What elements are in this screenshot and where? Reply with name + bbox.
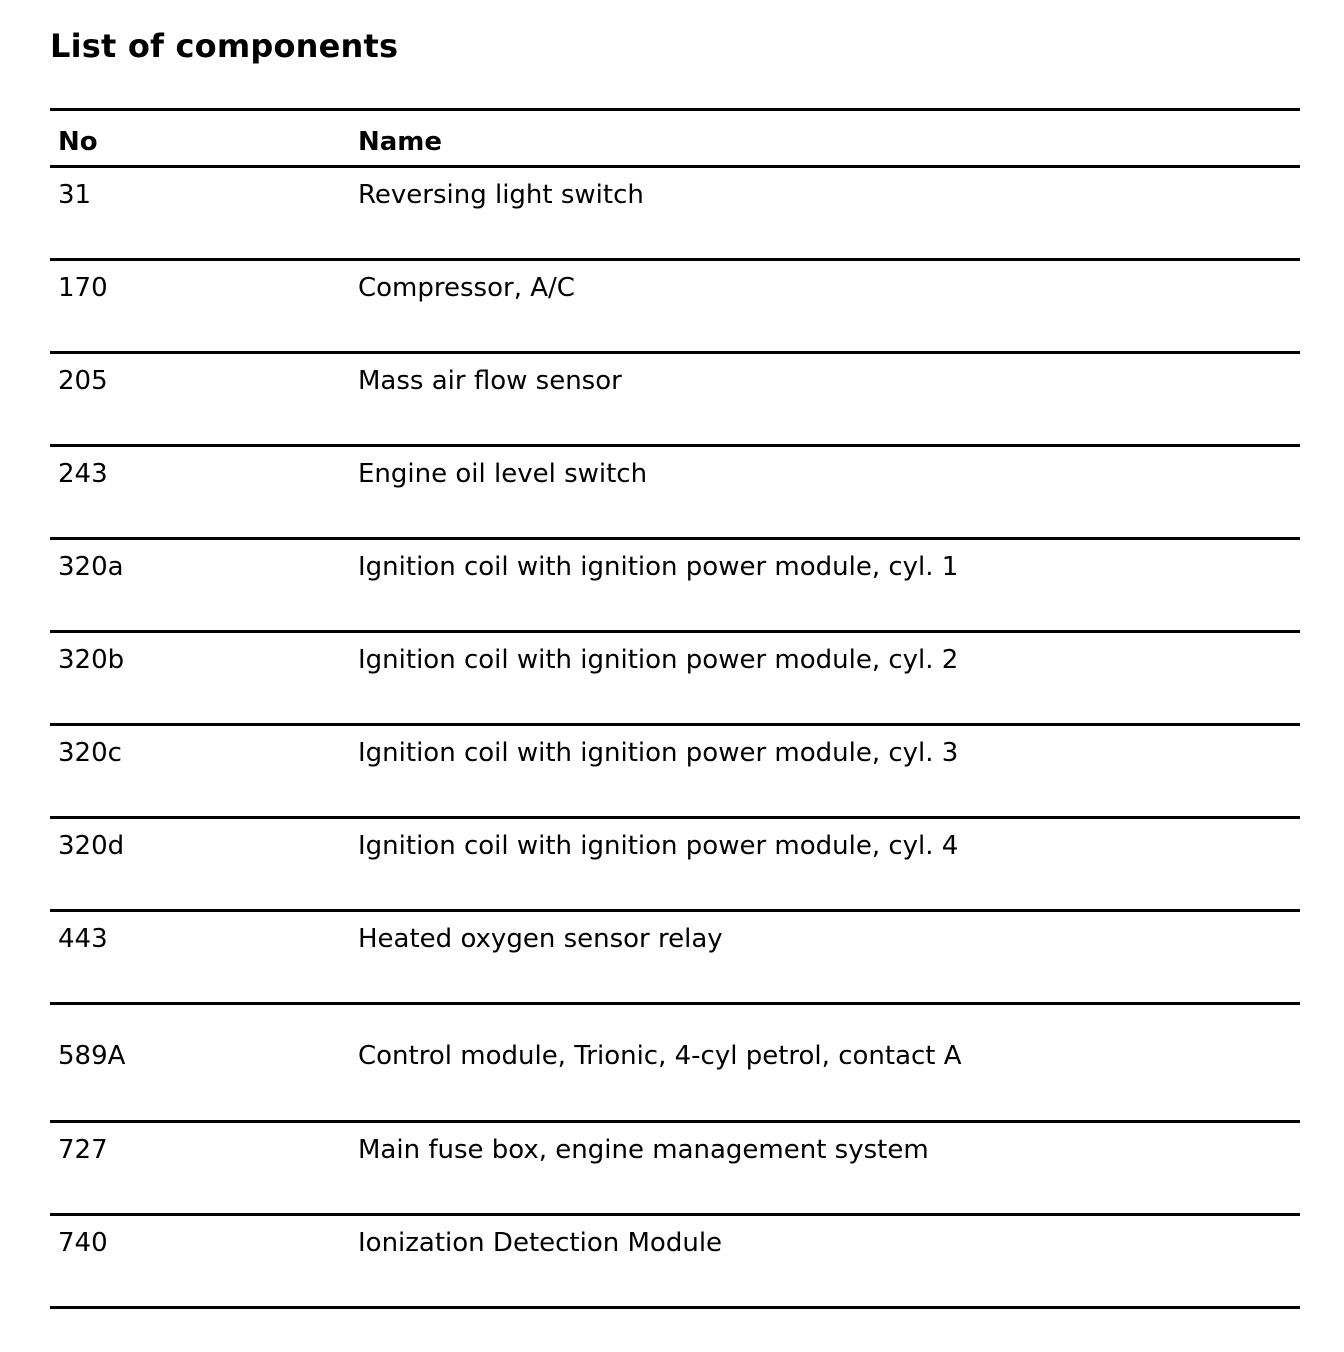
component-name: Main fuse box, engine management system — [350, 1122, 1300, 1215]
table-row — [50, 1004, 1300, 1122]
header-row — [50, 110, 1300, 167]
table-row — [50, 632, 1300, 725]
component-name: Ignition coil with ignition power module, cyl. 2 — [350, 632, 1300, 725]
component-name: Ionization Detection Module — [350, 1215, 1300, 1308]
component-number: 320b — [50, 632, 350, 725]
component-number: 170 — [50, 260, 350, 353]
component-name: Mass air flow sensor — [350, 353, 1300, 446]
component-number: 205 — [50, 353, 350, 446]
table-row — [50, 1215, 1300, 1308]
table-row — [50, 539, 1300, 632]
component-number: 243 — [50, 446, 350, 539]
component-name: Ignition coil with ignition power module, cyl. 3 — [350, 725, 1300, 818]
component-number: 589A — [50, 1004, 350, 1122]
table-body — [50, 167, 1300, 1308]
table-row — [50, 260, 1300, 353]
table-row — [50, 353, 1300, 446]
table-row — [50, 725, 1300, 818]
page-title: List of components — [50, 27, 399, 65]
component-number: 727 — [50, 1122, 350, 1215]
column-header-name: Name — [350, 110, 1300, 167]
component-number: 31 — [50, 167, 350, 260]
component-number: 320c — [50, 725, 350, 818]
table-row — [50, 167, 1300, 260]
component-name: Control module, Trionic, 4-cyl petrol, contact A — [350, 1004, 1300, 1122]
component-name: Heated oxygen sensor relay — [350, 911, 1300, 1004]
component-name: Engine oil level switch — [350, 446, 1300, 539]
table-row — [50, 446, 1300, 539]
component-number: 320a — [50, 539, 350, 632]
component-name: Compressor, A/C — [350, 260, 1300, 353]
component-name: Ignition coil with ignition power module, cyl. 1 — [350, 539, 1300, 632]
component-name: Reversing light switch — [350, 167, 1300, 260]
component-number: 443 — [50, 911, 350, 1004]
table-row — [50, 818, 1300, 911]
column-header-no: No — [50, 110, 350, 167]
component-number: 320d — [50, 818, 350, 911]
table-row — [50, 911, 1300, 1004]
components-table — [50, 108, 1300, 1309]
table-row — [50, 1122, 1300, 1215]
component-name: Ignition coil with ignition power module, cyl. 4 — [350, 818, 1300, 911]
component-number: 740 — [50, 1215, 350, 1308]
table-header — [50, 110, 1300, 167]
